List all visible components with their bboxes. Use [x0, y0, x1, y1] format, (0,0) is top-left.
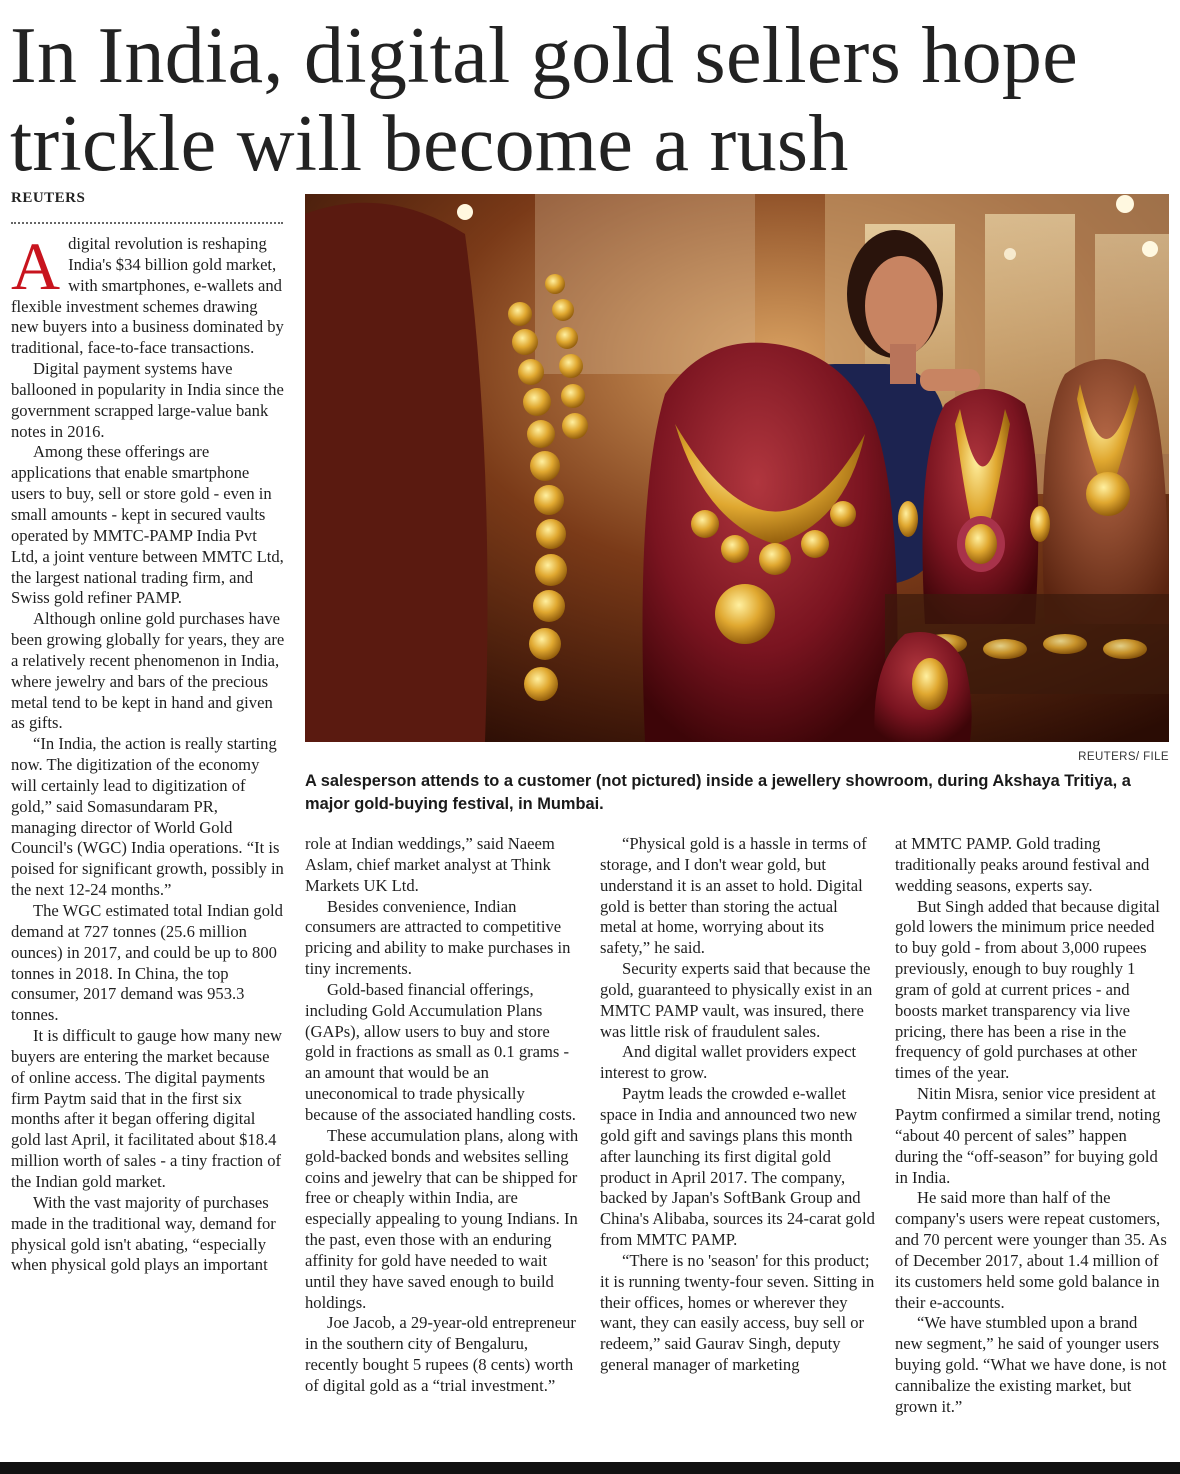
- article-paragraph: It is difficult to gauge how many new buyers are entering the market because of online access. The digital payments firm Paytm said that in the first six months after it began offering digital gold last April, it facilitated about $18.4 million worth of sales - a tiny fraction of the Indian gold market.: [11, 1026, 283, 1191]
- article-column-4: [895, 834, 1167, 1418]
- article-paragraph: But Singh added that because digital gold lowers the minimum price needed to buy gold - from about 3,000 rupees previously, enough to buy roughly 1 gram of gold at current prices - and boosts market transparency via live pricing, there has been a rise in the frequency of gold purchases at other times of the year.: [895, 896, 1160, 1083]
- article-paragraph: Gold-based financial offerings, including Gold Accumulation Plans (GAPs), allow users to buy and store gold in fractions as small as 0.1 grams - an amount that would be an uneconomical to trade physically because of the associated handling costs.: [305, 979, 576, 1124]
- article-paragraph: at MMTC PAMP. Gold trading traditionally peaks around festival and wedding seasons, experts say.: [895, 834, 1150, 895]
- article-paragraph: He said more than half of the company's users were repeat customers, and 70 percent were younger than 35. As of December 2017, about 1.4 million of its customers held some gold balance in their e-accounts.: [895, 1188, 1167, 1312]
- drop-cap: A: [11, 228, 61, 304]
- article-paragraph: role at Indian weddings,” said Naeem Aslam, chief market analyst at Think Markets UK Ltd.: [305, 834, 555, 895]
- article-paragraph: Among these offerings are applications that enable smartphone users to buy, sell or store gold - even in small amounts - kept in secured vaults operated by MMTC-PAMP India Pvt Ltd, a joint venture between MMTC Ltd, the largest national trading firm, and Swiss gold refiner PAMP.: [11, 442, 284, 608]
- photo-caption: A salesperson attends to a customer (not pictured) inside a jewellery showroom, during Akshaya Tritiya, a major gold-buying festival, in Mumbai.: [305, 772, 1131, 813]
- article-paragraph: “There is no 'season' for this product; it is running twenty-four seven. Sitting in their offices, homes or wherever they want, they can easily access, buy sell or redeem,” said Gaurav Singh, deputy general manager of marketing: [600, 1250, 875, 1375]
- article-column-3: [600, 834, 875, 1376]
- headline: In India, digital gold sellers hope trickle will become a rush: [10, 12, 1079, 188]
- byline: REUTERS: [11, 190, 86, 206]
- page-bottom-border: [0, 1462, 1180, 1474]
- article-paragraph: “We have stumbled upon a brand new segment,” he said of younger users buying gold. “What we have done, is not cannibalize the existing market, but grown it.”: [895, 1313, 1167, 1416]
- article-paragraph: Nitin Misra, senior vice president at Paytm confirmed a similar trend, noting “about 40 percent of sales” happen during the “off-season” for buying gold in India.: [895, 1084, 1161, 1187]
- article-paragraph: “In India, the action is really starting now. The digitization of the economy will certainly lead to digitization of gold,” said Somasundaram PR, managing director of World Gold Council's (WGC) India operations. “It is poised for significant growth, possibly in the next 12-24 months.”: [11, 734, 284, 900]
- photo-credit: REUTERS/ FILE: [1078, 751, 1169, 763]
- article-paragraph: Besides convenience, Indian consumers are attracted to competitive pricing and ability to make purchases in tiny increments.: [305, 896, 571, 979]
- article-paragraph: Paytm leads the crowded e-wallet space in India and announced two new gold gift and savings plans this month after launching its first digital gold product in April 2017. The company, backed by Japan's SoftBank Group and China's Alibaba, sources its 24-carat gold from MMTC PAMP.: [600, 1084, 875, 1250]
- article-column-1: [11, 228, 285, 1276]
- article-paragraph: Digital payment systems have ballooned in popularity in India since the government scrapped large-value bank notes in 2016.: [11, 359, 284, 441]
- article-paragraph: And digital wallet providers expect interest to grow.: [600, 1042, 857, 1083]
- jewellery-showroom-photo: [305, 194, 1169, 742]
- article-paragraph: Although online gold purchases have been growing globally for years, they are a relatively recent phenomenon in India, where jewelry and bars of the precious metal tend to be kept in hand and given as gifts.: [11, 609, 285, 733]
- article-paragraph: “Physical gold is a hassle in terms of storage, and I don't wear gold, but understand it is an asset to hold. Digital gold is better than storing the actual metal at home, worrying about its safety,” he said.: [600, 834, 867, 958]
- article-column-2: [305, 834, 581, 1397]
- article-paragraph: These accumulation plans, along with gold-backed bonds and websites selling coins and jewelry that can be shipped for free or cheaply within India, are especially appealing to young Indians. In the past, even those with an enduring affinity for gold have needed to wait until they have saved enough to build holdings.: [305, 1125, 579, 1312]
- article-paragraph: The WGC estimated total Indian gold demand at 727 tonnes (25.6 million ounces) in 2017, and could be up to 800 tonnes in 2018. In China, the top consumer, 2017 demand was 953.3 tonnes.: [11, 901, 283, 1025]
- article-paragraph: Adigital revolution is reshaping India's $34 billion gold market, with smartphones, e-wallets and flexible investment schemes drawing new buyers into a business dominated by traditional, face-to-face transactions.: [11, 228, 284, 358]
- article-paragraph: Joe Jacob, a 29-year-old entrepreneur in the southern city of Bengaluru, recently bought 5 rupees (8 cents) worth of digital gold as a “trial investment.”: [305, 1313, 576, 1395]
- article-paragraph: Security experts said that because the gold, guaranteed to physically exist in an MMTC PAMP vault, was insured, there was little risk of fraudulent sales.: [600, 959, 873, 1041]
- byline-divider: [11, 222, 283, 224]
- article-paragraph: With the vast majority of purchases made in the traditional way, demand for physical gold isn't abating, “especially when physical gold plays an important: [11, 1192, 276, 1275]
